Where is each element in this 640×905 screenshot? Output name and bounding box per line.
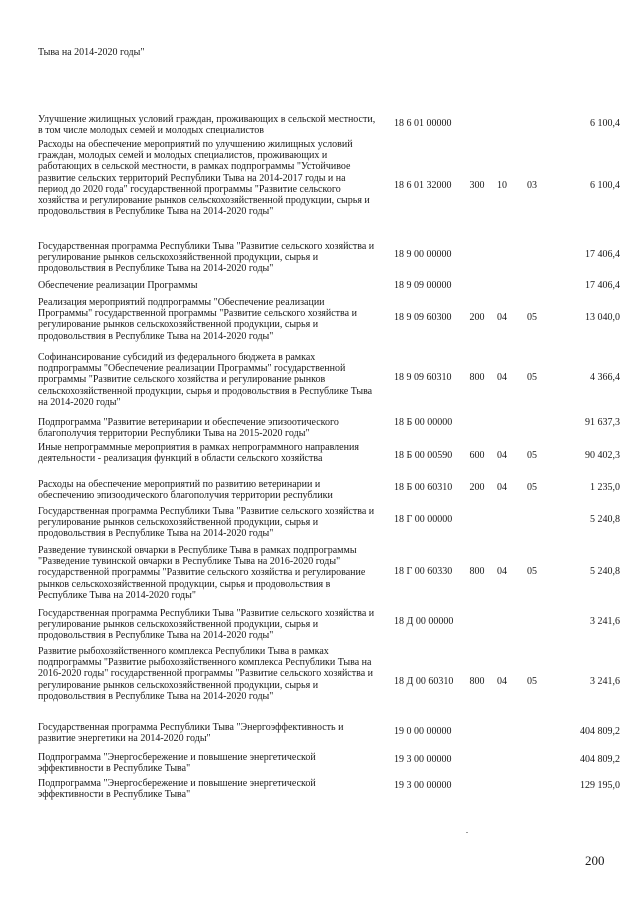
row-target-article: 19 0 00 00000 — [394, 726, 452, 737]
row-amount: 129 195,0 — [580, 780, 620, 791]
row-expense-type: 800 — [469, 566, 485, 577]
row-subsection: 05 — [527, 566, 537, 577]
scan-speck — [466, 832, 468, 833]
row-target-article: 18 Г 00 00000 — [394, 514, 453, 525]
row-amount: 3 241,6 — [590, 616, 620, 627]
row-amount: 91 637,3 — [585, 417, 620, 428]
row-description: Государственная программа Республики Тыва "Развитие сельского хозяйства и регулирование рынков сельскохозяйственной продукции, сырья и продовольствия в Республике Тыва на 2014-2020 годы" — [38, 608, 375, 642]
row-section: 04 — [497, 566, 507, 577]
row-description: Развитие рыбохозяйственного комплекса Республики Тыва в рамках подпрограммы "Развитие рыбохозяйственного комплекса Республики Тыва на 2016-2020 годы" государственной программы "Развитие сельского хозяйства и регулирование рынков сельскохозяйственной продукции, сырья и продовольствия в Республике Тыва на 2014-2020 годы" — [38, 646, 373, 702]
row-section: 10 — [497, 180, 507, 191]
row-target-article: 18 9 00 00000 — [394, 249, 452, 260]
row-description: Расходы на обеспечение мероприятий по улучшению жилищных условий граждан, молодых семей и молодых специалистов, проживающих и работающих в сельской местности, в рамках подпрограммы "Устойчивое развитие сельских территорий Республики Тыва на 2014-2017 годы и на период до 2020 года" государственной программы "Развитие сельского хозяйства и регулирование рынков сельскохозяйственной продукции, сырья и продовольствия в Республике Тыва на 2014-2020 годы" — [38, 139, 370, 218]
row-section: 04 — [497, 482, 507, 493]
row-amount: 404 809,2 — [580, 726, 620, 737]
row-target-article: 18 Б 00 00590 — [394, 450, 453, 461]
row-amount: 17 406,4 — [585, 249, 620, 260]
row-amount: 3 241,6 — [590, 676, 620, 687]
row-section: 04 — [497, 312, 507, 323]
row-expense-type: 300 — [469, 180, 485, 191]
row-description: Государственная программа Республики Тыва "Развитие сельского хозяйства и регулирование рынков сельскохозяйственной продукции, сырья и продовольствия в Республике Тыва на 2014-2020 годы" — [38, 506, 375, 540]
row-description: Расходы на обеспечение мероприятий по развитию ветеринарии и обеспечению эпизоодического благополучия территории республики — [38, 479, 333, 502]
row-amount: 1 235,0 — [590, 482, 620, 493]
row-expense-type: 600 — [469, 450, 485, 461]
row-description: Реализация мероприятий подпрограммы "Обеспечение реализации Программы" государственной программы "Развитие сельского хозяйства и регулирование рынков сельскохозяйственной продукции, сырья и продовольствия в Республике Тыва на 2014-2020 годы" — [38, 297, 357, 342]
row-amount: 17 406,4 — [585, 280, 620, 291]
row-subsection: 05 — [527, 372, 537, 383]
row-target-article: 18 Б 00 60310 — [394, 482, 453, 493]
row-target-article: 18 Г 00 60330 — [394, 566, 453, 577]
row-amount: 6 100,4 — [590, 180, 620, 191]
row-description: Улучшение жилищных условий граждан, проживающих в сельской местности, в том числе молодых семей и молодых специалистов — [38, 114, 376, 137]
row-section: 04 — [497, 450, 507, 461]
row-description: Государственная программа Республики Тыва "Развитие сельского хозяйства и регулирование рынков сельскохозяйственной продукции, сырья и продовольствия в Республике Тыва на 2014-2020 годы" — [38, 241, 375, 275]
row-description: Подпрограмма "Развитие ветеринарии и обеспечение эпизоотического благополучия территории Республики Тыва на 2015-2020 годы" — [38, 417, 339, 440]
row-subsection: 05 — [527, 482, 537, 493]
row-target-article: 18 Б 00 00000 — [394, 417, 453, 428]
row-description: Иные непрограммные мероприятия в рамках непрограммного направления деятельности - реализация функций в области сельского хозяйства — [38, 442, 359, 465]
header-continuation-text: Тыва на 2014-2020 годы" — [38, 47, 145, 58]
row-description: Подпрограмма "Энергосбережение и повышение энергетической эффективности в Республике Тыва" — [38, 752, 316, 775]
row-amount: 6 100,4 — [590, 118, 620, 129]
row-target-article: 19 3 00 00000 — [394, 754, 452, 765]
row-description: Софинансирование субсидий из федерального бюджета в рамках подпрограммы "Обеспечение реализации Программы" государственной программы "Развитие сельского хозяйства и регулирование рынков сельскохозяйственной продукции, сырья и продовольствия в Республике Тыва на 2014-2020 годы" — [38, 352, 373, 408]
row-description: Государственная программа Республики Тыва "Энергоэффективность и развитие энергетики на 2014-2020 годы" — [38, 722, 344, 745]
row-target-article: 18 9 09 60310 — [394, 372, 452, 383]
row-amount: 13 040,0 — [585, 312, 620, 323]
page-number: 200 — [585, 853, 605, 868]
row-description: Обеспечение реализации Программы — [38, 280, 198, 291]
row-subsection: 03 — [527, 180, 537, 191]
row-section: 04 — [497, 372, 507, 383]
row-target-article: 18 Д 00 60310 — [394, 676, 454, 687]
row-expense-type: 200 — [469, 312, 485, 323]
row-expense-type: 800 — [469, 676, 485, 687]
row-section: 04 — [497, 676, 507, 687]
row-subsection: 05 — [527, 450, 537, 461]
row-target-article: 19 3 00 00000 — [394, 780, 452, 791]
row-amount: 5 240,8 — [590, 514, 620, 525]
row-expense-type: 200 — [469, 482, 485, 493]
row-subsection: 05 — [527, 312, 537, 323]
row-target-article: 18 9 09 00000 — [394, 280, 452, 291]
row-amount: 90 402,3 — [585, 450, 620, 461]
row-description: Подпрограмма "Энергосбережение и повышение энергетической эффективности в Республике Тыва" — [38, 778, 316, 801]
row-target-article: 18 Д 00 00000 — [394, 616, 454, 627]
row-target-article: 18 6 01 00000 — [394, 118, 452, 129]
row-amount: 5 240,8 — [590, 566, 620, 577]
row-description: Разведение тувинской овчарки в Республике Тыва в рамках подпрограммы "Разведение тувинской овчарки в Республике Тыва на 2016-2020 годы" государственной программы "Развитие сельского хозяйства и регулирование рынков сельскохозяйственной продукции, сырья и продовольствия в Республике Тыва на 2014-2020 годы" — [38, 545, 366, 601]
row-amount: 404 809,2 — [580, 754, 620, 765]
row-target-article: 18 9 09 60300 — [394, 312, 452, 323]
row-expense-type: 800 — [469, 372, 485, 383]
row-amount: 4 366,4 — [590, 372, 620, 383]
row-target-article: 18 6 01 32000 — [394, 180, 452, 191]
row-subsection: 05 — [527, 676, 537, 687]
